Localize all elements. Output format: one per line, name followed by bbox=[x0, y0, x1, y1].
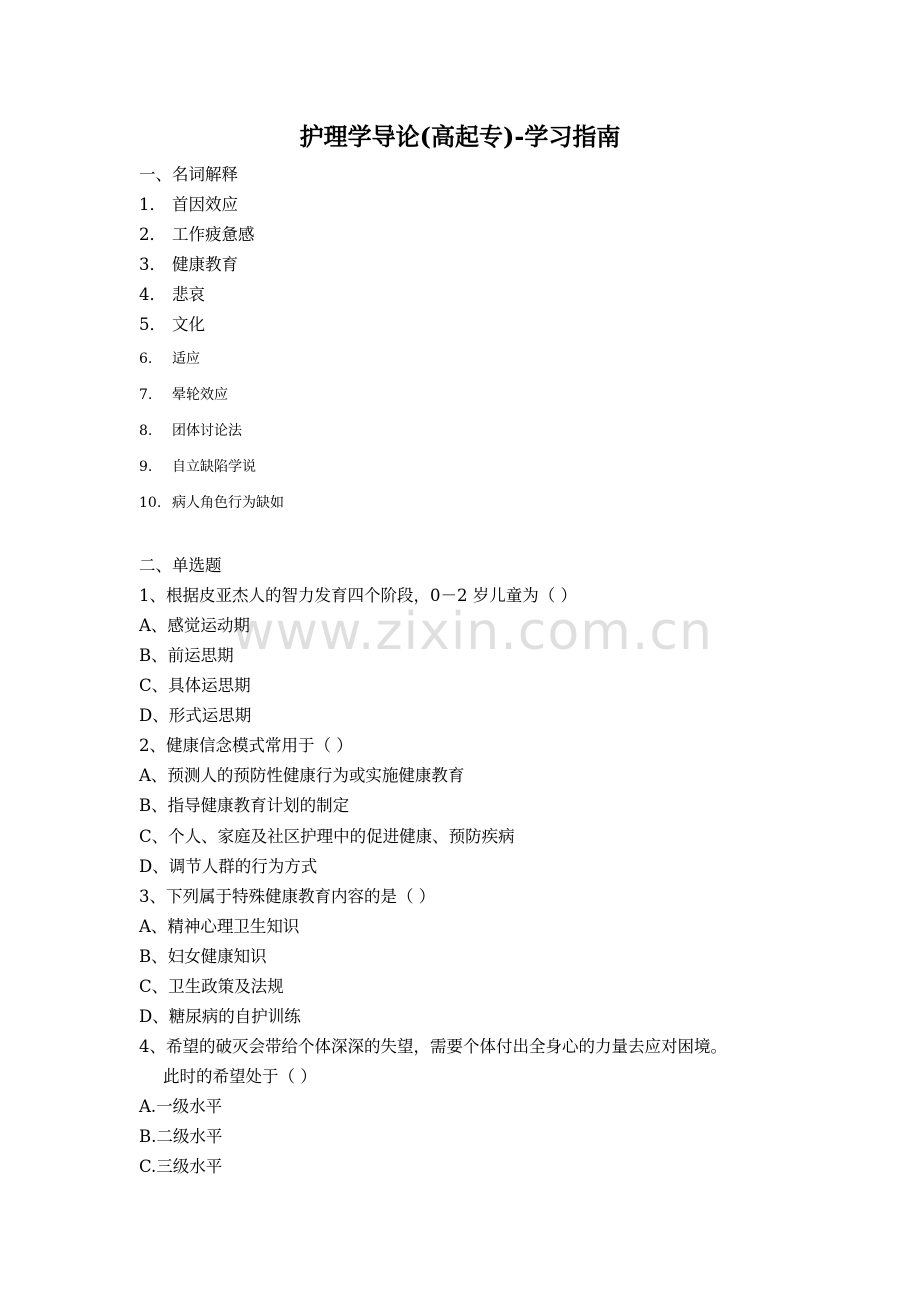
question-stem: 4、希望的破灭会带给个体深深的失望，需要个体付出全身心的力量去应对困境。 bbox=[139, 1037, 727, 1056]
term-number: 8. bbox=[139, 423, 153, 439]
term-item bbox=[139, 418, 242, 444]
term-number: 10. bbox=[139, 495, 162, 511]
term-number: 5． bbox=[139, 315, 166, 334]
term-text: 首因效应 bbox=[172, 195, 238, 214]
question-option: B、妇女健康知识 bbox=[139, 947, 267, 966]
question-option: D、调节人群的行为方式 bbox=[139, 857, 318, 876]
watermark: www.zixin.com.cn bbox=[232, 602, 713, 662]
term-item bbox=[139, 192, 238, 218]
term-number: 7. bbox=[139, 387, 153, 403]
term-item bbox=[139, 312, 205, 338]
question-option: B、前运思期 bbox=[139, 646, 234, 665]
term-number: 9. bbox=[139, 459, 153, 475]
question-option: A、精神心理卫生知识 bbox=[139, 917, 300, 936]
question-option: C、具体运思期 bbox=[139, 676, 251, 695]
question-stem-continued: 此时的希望处于（ ） bbox=[163, 1067, 317, 1086]
term-text: 文化 bbox=[172, 315, 205, 334]
question-option: A、感觉运动期 bbox=[139, 616, 250, 635]
term-text: 晕轮效应 bbox=[172, 387, 228, 403]
section-heading-single-choice: 二、单选题 bbox=[139, 556, 222, 575]
term-item bbox=[139, 490, 284, 516]
term-item bbox=[139, 454, 256, 480]
document-title: 护理学导论(高起专)-学习指南 bbox=[299, 122, 621, 151]
term-number: 3． bbox=[139, 255, 166, 274]
term-number: 4． bbox=[139, 285, 166, 304]
question-stem: 1、根据皮亚杰人的智力发育四个阶段，0－2 岁儿童为（ ） bbox=[139, 586, 577, 605]
question-option: C、卫生政策及法规 bbox=[139, 977, 284, 996]
question-option: A、预测人的预防性健康行为或实施健康教育 bbox=[139, 766, 465, 785]
term-text: 适应 bbox=[172, 351, 200, 367]
term-number: 1． bbox=[139, 195, 166, 214]
term-item bbox=[139, 346, 200, 372]
term-text: 健康教育 bbox=[172, 255, 238, 274]
term-number: 2． bbox=[139, 225, 166, 244]
term-item bbox=[139, 222, 255, 248]
question-option: A.一级水平 bbox=[139, 1097, 223, 1116]
question-stem: 2、健康信念模式常用于（ ） bbox=[139, 736, 353, 755]
question-option: C.三级水平 bbox=[139, 1157, 223, 1176]
term-item bbox=[139, 382, 228, 408]
section-heading-terms: 一、名词解释 bbox=[139, 165, 238, 184]
term-item bbox=[139, 282, 205, 308]
term-item bbox=[139, 252, 238, 278]
question-option: D、糖尿病的自护训练 bbox=[139, 1007, 301, 1026]
question-option: B.二级水平 bbox=[139, 1127, 223, 1146]
question-option: C、个人、家庭及社区护理中的促进健康、预防疾病 bbox=[139, 827, 515, 846]
term-text: 自立缺陷学说 bbox=[172, 459, 256, 475]
question-stem: 3、下列属于特殊健康教育内容的是（ ） bbox=[139, 887, 436, 906]
term-text: 工作疲惫感 bbox=[172, 225, 255, 244]
term-text: 悲哀 bbox=[172, 285, 205, 304]
term-text: 团体讨论法 bbox=[172, 423, 242, 439]
question-option: D、形式运思期 bbox=[139, 706, 252, 725]
term-number: 6. bbox=[139, 351, 153, 367]
term-text: 病人角色行为缺如 bbox=[172, 495, 284, 511]
question-option: B、指导健康教育计划的制定 bbox=[139, 796, 350, 815]
